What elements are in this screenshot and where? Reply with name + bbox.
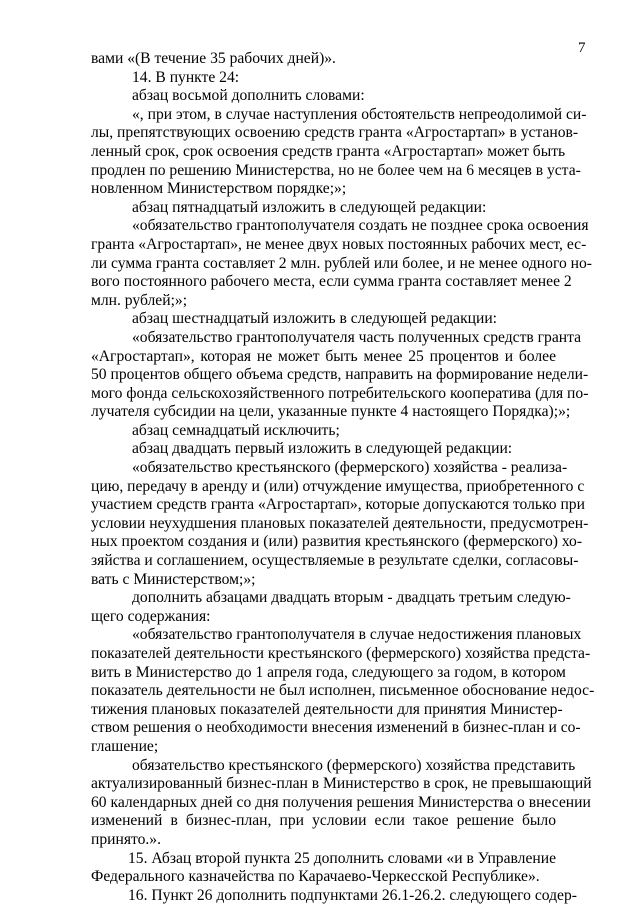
text-line: 60 календарных дней со дня получения решения Министерства о внесении: [91, 793, 591, 811]
text-line: принято.».: [91, 830, 162, 848]
text-line: абзац восьмой дополнить словами:: [132, 87, 365, 105]
text-line: вать с Министерством;»;: [91, 570, 256, 588]
text-line: лы, препятствующих освоению средств гранта «Агростартап» в установ-: [91, 124, 579, 142]
text-line: зяйства и соглашением, осуществляемые в результате сделки, согласовы-: [91, 552, 579, 570]
text-line: обязательство крестьянского (фермерского) хозяйства представить: [132, 756, 576, 774]
text-line: тижения плановых показателей деятельности для принятия Министер-: [91, 700, 563, 718]
text-line: лучателя субсидии на цели, указанные пункте 4 настоящего Порядка);»;: [91, 403, 571, 421]
text-line: 14. В пункте 24:: [132, 68, 240, 86]
text-line: цию, передачу в аренду и (или) отчуждение имущества, приобретенного с: [91, 477, 585, 495]
text-line: вого постоянного рабочего места, если сумма гранта составляет менее 2: [91, 273, 572, 291]
text-line: «Агростартап», которая не может быть менее 25 процентов и более: [91, 347, 556, 365]
text-line: продлен по решению Министерства, но не более чем на 6 месяцев в уста-: [91, 161, 581, 179]
text-line: дополнить абзацами двадцать вторым - двадцать третьим следую-: [132, 589, 571, 607]
text-line: показатель деятельности не был исполнен, письменное обоснование недос-: [91, 682, 595, 700]
text-line: гранта «Агростартап», не менее двух новых постоянных рабочих мест, ес-: [91, 235, 587, 253]
text-line: млн. рублей;»;: [91, 291, 188, 309]
text-line: «, при этом, в случае наступления обстоятельств непреодолимой си-: [132, 105, 587, 123]
text-line: глашение;: [91, 737, 159, 755]
page-number: 7: [578, 40, 586, 56]
text-line: «обязательство грантополучателя в случае недостижения плановых: [132, 626, 582, 644]
text-line: щего содержания:: [91, 607, 211, 625]
text-line: условии неухудшения плановых показателей деятельности, предусмотрен-: [91, 514, 589, 532]
text-line: мого фонда сельскохозяйственного потребительского кооператива (для по-: [91, 384, 589, 402]
text-line: ных проектом создания и (или) развития крестьянского (фермерского) хо-: [91, 533, 583, 551]
text-line: изменений в бизнес-план, при условии если такое решение было: [91, 812, 556, 830]
text-line: абзац двадцать первый изложить в следующей редакции:: [132, 440, 513, 458]
document-body: [91, 50, 595, 905]
text-line: участием средств гранта «Агростартап», которые допускаются только при: [91, 496, 585, 514]
text-line: Федерального казначейства по Карачаево-Черкесской Республике».: [91, 868, 540, 886]
text-line: вами «(В течение 35 рабочих дней)».: [91, 50, 336, 67]
text-line: новленном Министерством порядке;»;: [91, 180, 347, 198]
text-line: показателей деятельности крестьянского (фермерского) хозяйства предста-: [91, 645, 591, 662]
text-line: 15. Абзац второй пункта 25 дополнить словами «и в Управление: [128, 849, 556, 867]
text-line: 16. Пункт 26 дополнить подпунктами 26.1-26.2. следующего содер-: [128, 886, 577, 904]
text-line: «обязательство грантополучателя часть полученных средств гранта: [132, 328, 582, 346]
text-line: «обязательство крестьянского (фермерского) хозяйства - реализа-: [132, 459, 568, 477]
text-line: вить в Министерство до 1 апреля года, следующего за годом, в котором: [91, 663, 566, 681]
text-line: абзац шестнадцатый изложить в следующей редакции:: [132, 310, 498, 328]
text-line: абзац пятнадцатый изложить в следующей редакции:: [132, 198, 487, 216]
text-line: ством решения о необходимости внесения изменений в бизнес-план и со-: [91, 719, 581, 737]
text-line: 50 процентов общего объема средств, направить на формирование недели-: [91, 366, 589, 384]
text-line: актуализированный бизнес-план в Министерство в срок, не превышающий: [91, 775, 592, 793]
text-line: «обязательство грантополучателя создать не позднее срока освоения: [132, 217, 589, 235]
text-line: абзац семнадцатый исключить;: [132, 421, 340, 439]
text-line: ли сумма гранта составляет 2 млн. рублей или более, и не менее одного но-: [91, 254, 592, 272]
text-line: ленный срок, срок освоения средств гранта «Агростартап» может быть: [91, 142, 566, 160]
